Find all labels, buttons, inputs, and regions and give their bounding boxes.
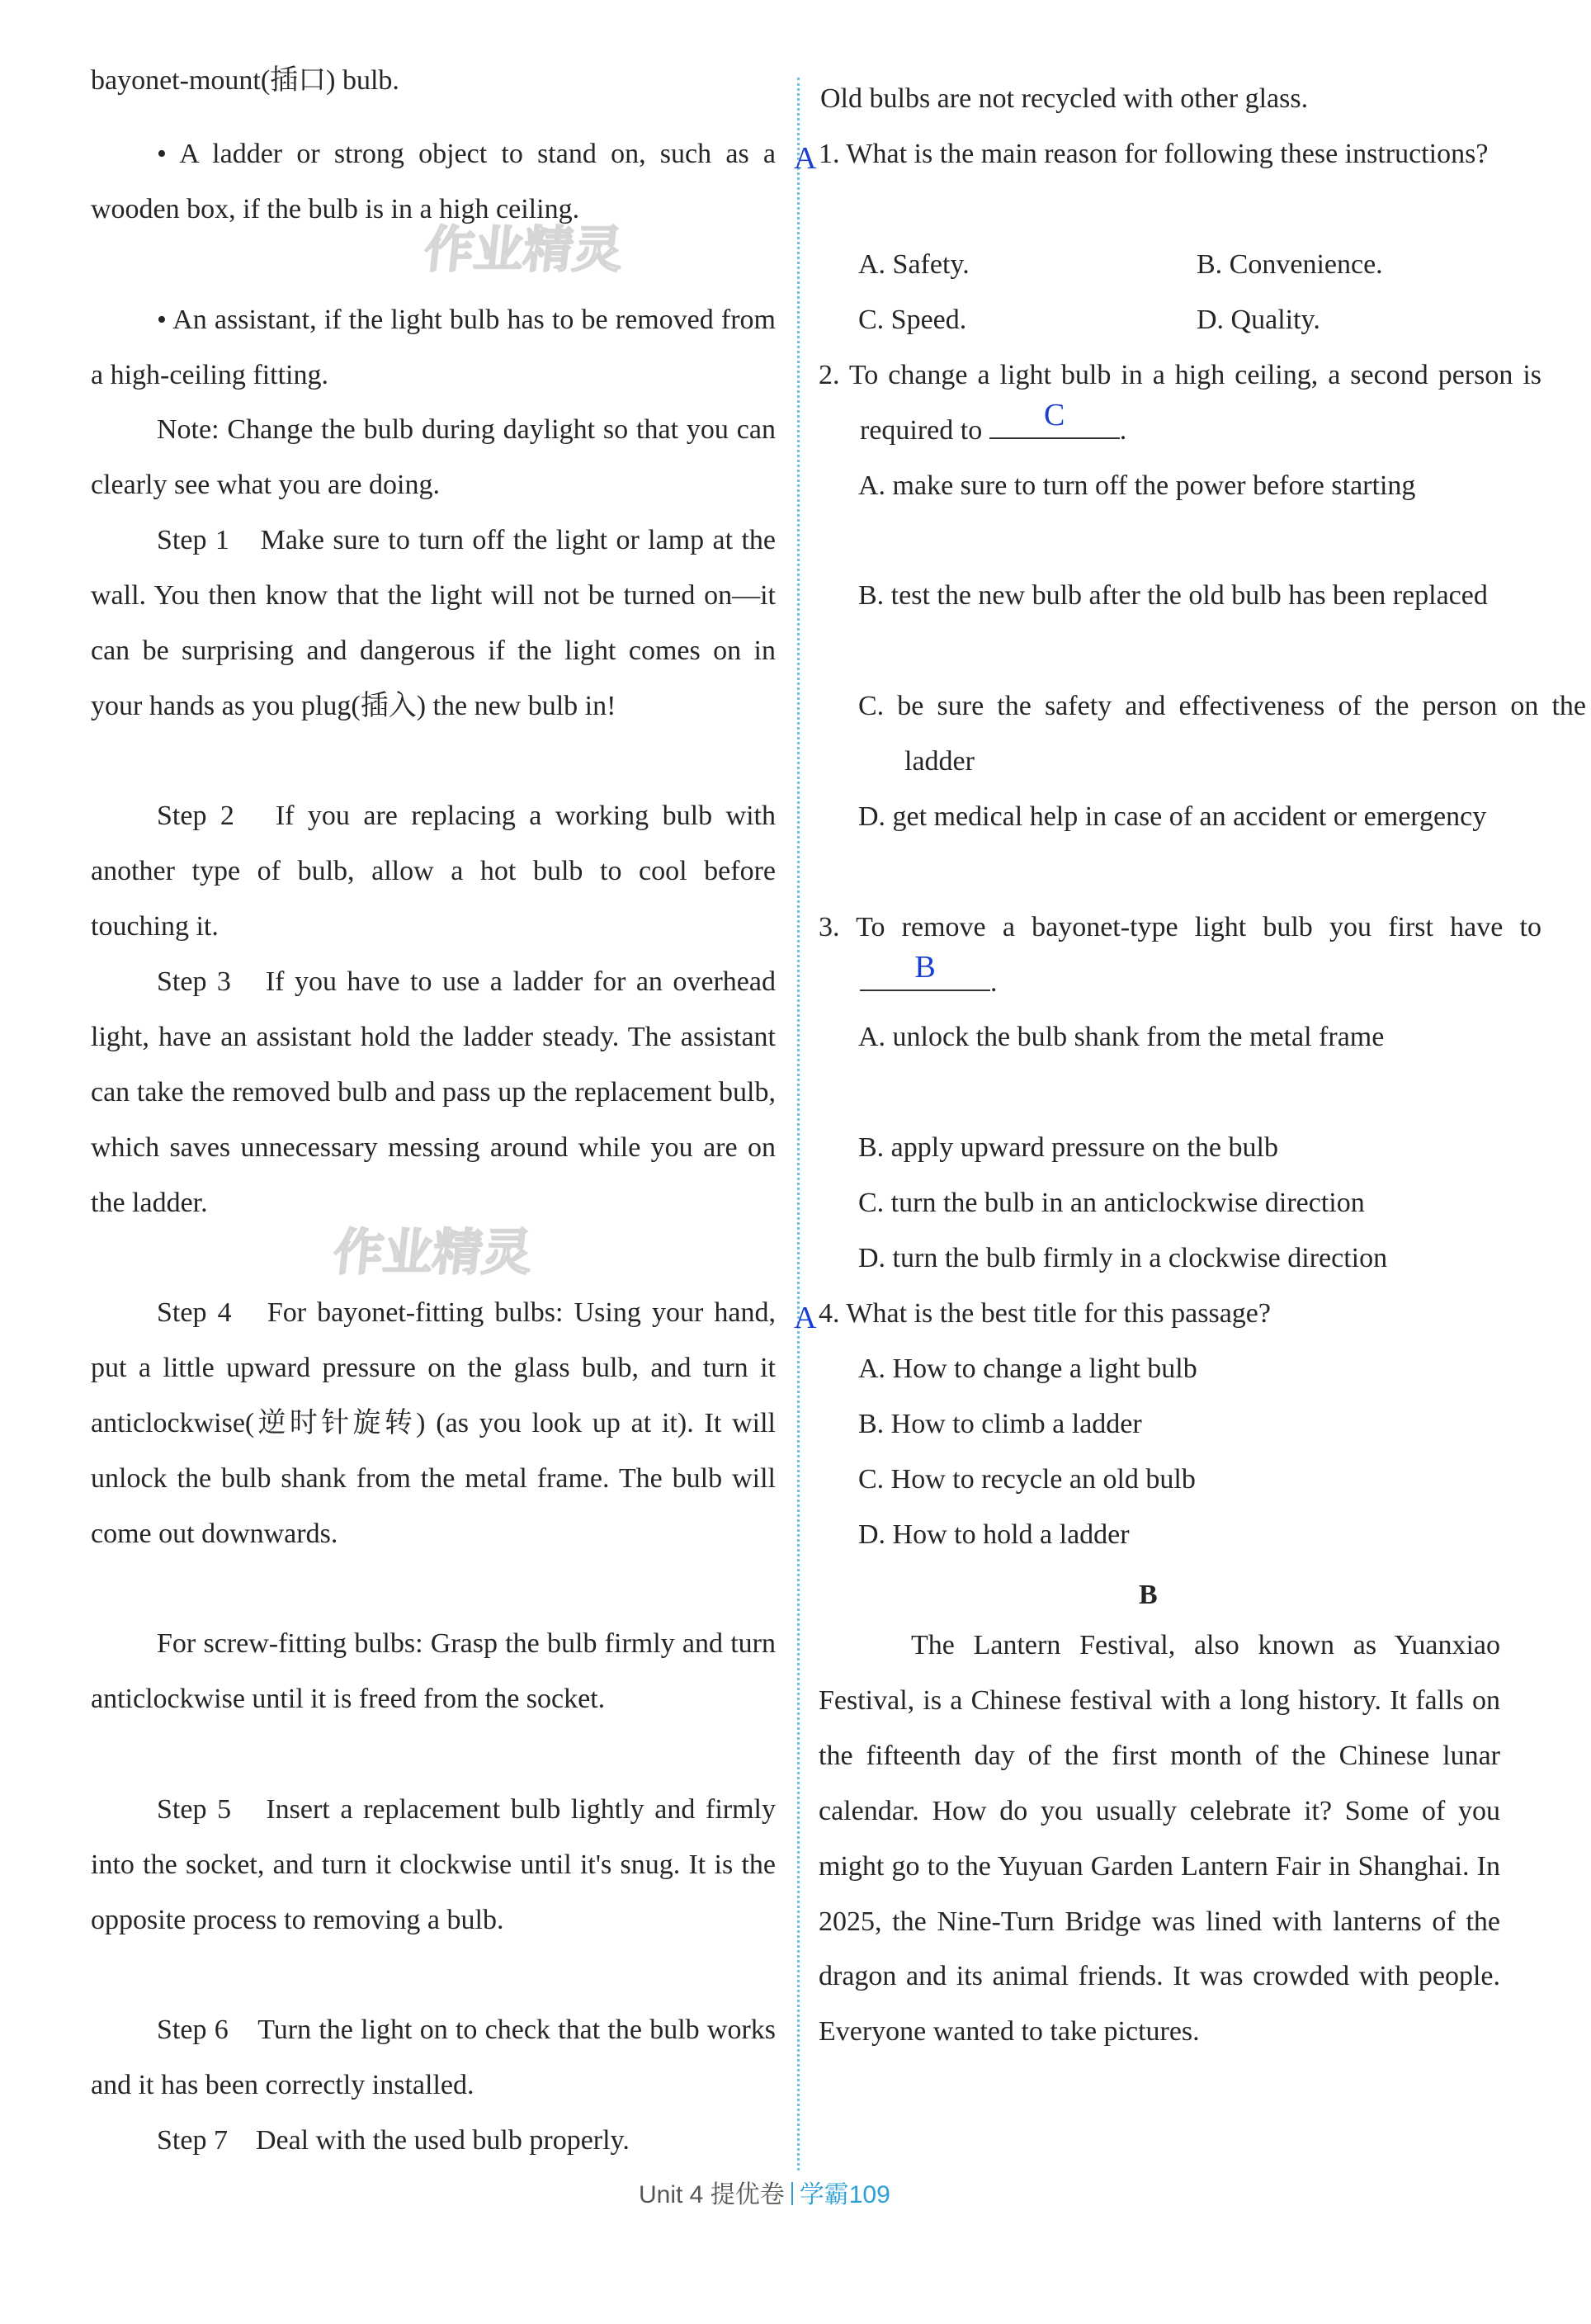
q3-stem-text: 3. To remove a bayonet-type light bulb you first have to — [819, 912, 1541, 942]
q2-option-c: C. be sure the safety and effectiveness of the person on the ladder — [858, 691, 1586, 777]
q1-option-b: B. Convenience. — [1197, 249, 1383, 280]
q1-answer-mark: A — [794, 141, 817, 176]
screw-fitting-para: For screw-fitting bulbs: Grasp the bulb firmly and turn anticlockwise until it is freed from the socket. — [91, 1628, 776, 1714]
q2-option-d: D. get medical help in case of an accident or emergency — [858, 801, 1487, 832]
q2-stem-end: . — [1119, 414, 1127, 446]
q2-answer: C — [1044, 397, 1065, 432]
left-note: Note: Change the bulb during daylight so that you can clearly see what you are doing. — [91, 414, 776, 500]
footer-unit: Unit 4 提优卷 — [639, 2181, 785, 2208]
q1-stem: 1. What is the main reason for following these instructions? — [819, 139, 1489, 169]
passage-b: The Lantern Festival, also known as Yuanxiao Festival, is a Chinese festival with a long history. It falls on the fifteenth day of the first month of the Chinese lunar calendar. How do you usually celebrate it? Some of you might go to the Yuyuan Garden Lantern Fair in Shanghai. In 2025, the Nine-Turn Bridge was lined with lanterns of the dragon and its animal friends. It was crowded with people. Everyone wanted to take pictures. — [819, 1630, 1500, 2048]
step-1: Step 1 Make sure to turn off the light or lamp at the wall. You then know that the light will not be turned on—it can be surprising and dangerous if the light comes on in your hands as you plug(插入) the new bulb in! — [91, 525, 776, 721]
step-4: Step 4 For bayonet-fitting bulbs: Using your hand, put a little upward pressure on the glass bulb, and turn it anticlockwise(逆时针旋转) (as you look up at it). It will unlock the bulb shank from the metal frame. The bulb will come out downwards. — [91, 1297, 776, 1549]
watermark-stamp-2: 作业精灵 — [330, 1224, 536, 1282]
column-divider — [797, 78, 800, 2170]
right-continuation: Old bulbs are not recycled with other glass. — [820, 83, 1309, 114]
q3-option-d: D. turn the bulb firmly in a clockwise direction — [858, 1243, 1388, 1273]
step-5: Step 5 Insert a replacement bulb lightly and firmly into the socket, and turn it clockwise until it's snug. It is the opposite process to removing a bulb. — [91, 1794, 776, 1935]
footer-separator — [791, 2182, 793, 2205]
q4-option-c: C. How to recycle an old bulb — [858, 1464, 1196, 1495]
q3-stem-end: . — [990, 966, 998, 998]
left-bullet-ladder: • A ladder or strong object to stand on, such as a wooden box, if the bulb is in a high ceiling. — [91, 139, 776, 224]
q3-stem — [819, 900, 1541, 1011]
q4-option-a: A. How to change a light bulb — [858, 1353, 1197, 1384]
q1-option-c: C. Speed. — [858, 305, 967, 335]
step-6: Step 6 Turn the light on to check that the bulb works and it has been correctly installed. — [91, 2015, 776, 2100]
left-para-1: bayonet-mount(插口) bulb. — [91, 65, 399, 96]
step-3: Step 3 If you have to use a ladder for an overhead light, have an assistant hold the ladder steady. The assistant can take the removed bulb and pass up the replacement bulb, which saves unnecessary messing around while you are on the ladder. — [91, 966, 776, 1218]
q2-stem-text: 2. To change a light bulb in a high ceiling, a second person is required to — [819, 360, 1541, 446]
q1-option-a: A. Safety. — [858, 249, 970, 280]
q2-option-b: B. test the new bulb after the old bulb has been replaced — [858, 580, 1488, 611]
section-heading-b: B — [1139, 1580, 1158, 1610]
step-2: Step 2 If you are replacing a working bulb with another type of bulb, allow a hot bulb to cool before touching it. — [91, 801, 776, 942]
page-number: 109 — [848, 2181, 890, 2208]
q4-option-d: D. How to hold a ladder — [858, 1519, 1130, 1550]
q2-option-a: A. make sure to turn off the power before starting — [858, 470, 1416, 501]
q1-option-d: D. Quality. — [1197, 305, 1320, 335]
q3-answer-blank — [860, 949, 990, 991]
q3-answer: B — [914, 949, 936, 985]
watermark-stamp-1: 作业精灵 — [421, 221, 626, 279]
page-footer — [639, 2174, 890, 2210]
q4-option-b: B. How to climb a ladder — [858, 1409, 1142, 1439]
q4-stem: 4. What is the best title for this passage? — [819, 1298, 1271, 1329]
left-bullet-assistant: • An assistant, if the light bulb has to be removed from a high-ceiling fitting. — [91, 305, 776, 390]
q2-stem — [819, 348, 1541, 459]
q3-option-b: B. apply upward pressure on the bulb — [858, 1132, 1278, 1163]
q4-answer-mark: A — [794, 1301, 817, 1335]
footer-brand: 学霸 — [799, 2181, 849, 2208]
q2-answer-blank — [989, 397, 1120, 439]
q3-option-c: C. turn the bulb in an anticlockwise direction — [858, 1188, 1365, 1218]
step-7: Step 7 Deal with the used bulb properly. — [157, 2125, 630, 2156]
q3-option-a: A. unlock the bulb shank from the metal frame — [858, 1022, 1385, 1052]
